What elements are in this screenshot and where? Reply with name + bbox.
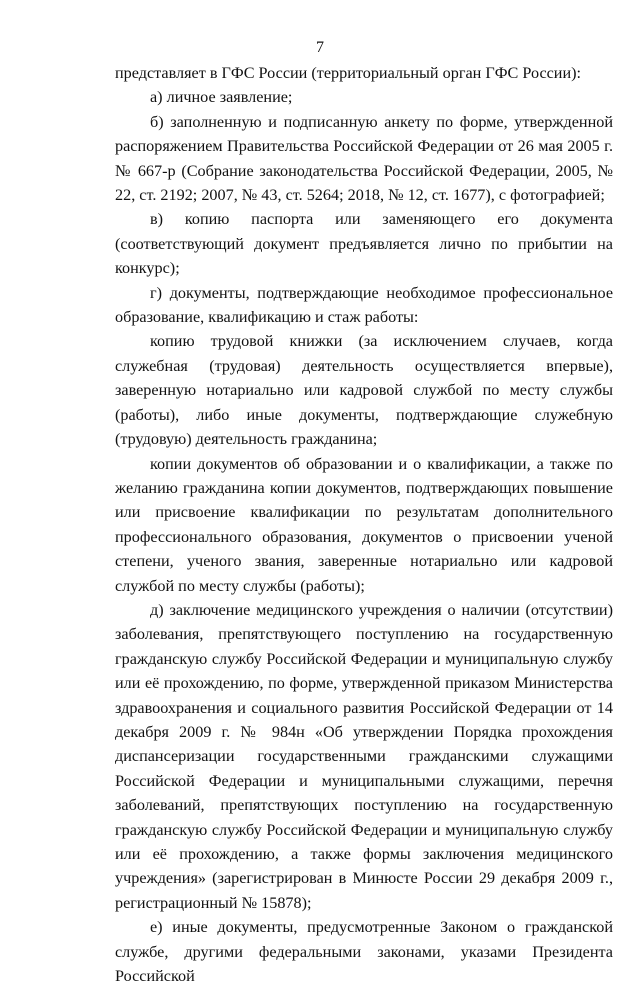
- paragraph-item-v: в) копию паспорта или заменяющего его документа (соответствующий документ предъявляется лично по прибытии на конкурс);: [115, 210, 613, 278]
- paragraph-education-docs: копии документов об образовании и о квалификации, а также по желанию гражданина копии документов, подтверждающих повышение или присвоение квалификации по результатам дополнительного профессионального образования, документов о присвоении ученой степени, ученого звания, заверенные нотариально или кадровой службой по месту службы (работы);: [115, 454, 613, 595]
- page-number: 7: [316, 39, 324, 56]
- paragraph-labor-book: копию трудовой книжки (за исключением случаев, когда служебная (трудовая) деятельность осуществляется впервые), заверенную нотариально или кадровой службой по месту службы (работы), либо иные документы, подтверждающие служебную (трудовую) деятельность гражданина;: [115, 332, 613, 449]
- paragraph-item-b: б) заполненную и подписанную анкету по форме, утвержденной распоряжением Правительства Российской Федерации от 26 мая 2005 г. № 667-р (Собрание законодательства Российской Федерации, 2005, № 22, ст. 2192; 2007, № 43, ст. 5264; 2018, № 12, ст. 1677), с фотографией;: [115, 112, 613, 205]
- document-body: [115, 61, 613, 988]
- paragraph-intro: представляет в ГФС России (территориальный орган ГФС России):: [115, 64, 582, 82]
- paragraph-item-g: г) документы, подтверждающие необходимое профессиональное образование, квалификацию и стаж работы:: [115, 283, 613, 327]
- paragraph-item-e: е) иные документы, предусмотренные Законом о гражданской службе, другими федеральными законами, указами Президента Российской: [115, 918, 613, 986]
- paragraph-item-d: д) заключение медицинского учреждения о наличии (отсутствии) заболевания, препятствующего поступлению на государственную гражданскую службу Российской Федерации и муниципальную службу или её прохождению, по форме, утвержденной приказом Министерства здравоохранения и социального развития Российской Федерации от 14 декабря 2009 г. № 984н «Об утверждении Порядка прохождения диспансеризации государственными гражданскими служащими Российской Федерации и муниципальными служащими, перечня заболеваний, препятствующих поступлению на государственную гражданскую службу Российской Федерации и муниципальную службу или её прохождению, а также формы заключения медицинского учреждения» (зарегистрирован в Минюсте России 29 декабря 2009 г., регистрационный № 15878);: [115, 600, 613, 912]
- paragraph-item-a: а) личное заявление;: [150, 88, 293, 107]
